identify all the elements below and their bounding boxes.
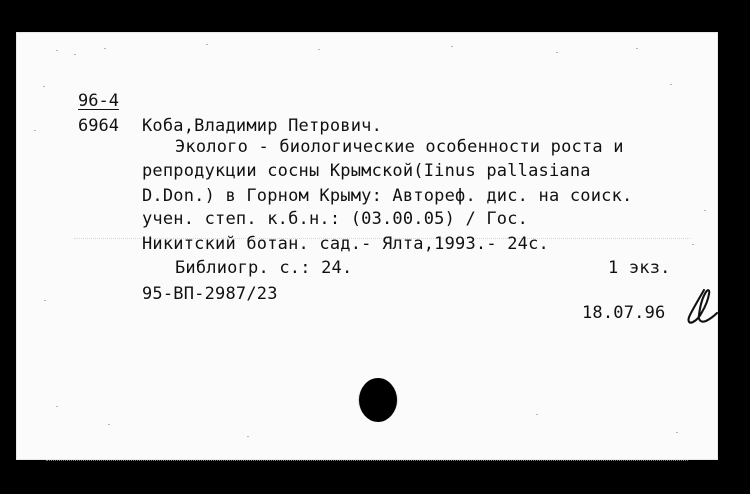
title-line-3: D.Don.) в Горном Крыму: Автореф. дис. на соиск. xyxy=(142,186,633,206)
card-bottom-dotted-edge xyxy=(46,460,688,462)
title-line-2: репродукции сосны Крымской(Iinus pallasiana xyxy=(142,161,591,181)
title-line-5: Никитский ботан. сад.- Ялта,1993.- 24с. xyxy=(142,234,549,254)
shelf-number: 6964 xyxy=(78,116,119,136)
copies-count: 1 экз. xyxy=(608,258,671,278)
bibliography-line: Библиогр. с.: 24. xyxy=(175,258,353,278)
punch-hole xyxy=(359,378,397,422)
date-stamp: 18.07.96 xyxy=(582,303,666,323)
accession-code: 96-4 xyxy=(78,91,119,111)
author-line: Коба,Владимир Петрович. xyxy=(142,116,383,136)
title-line-1: Эколого - биологические особенности роста и xyxy=(175,137,624,157)
registration-number: 95-ВП-2987/23 xyxy=(142,284,278,304)
title-line-4: учен. степ. к.б.н.: (03.00.05) / Гос. xyxy=(142,209,529,229)
signature-icon xyxy=(682,287,720,327)
